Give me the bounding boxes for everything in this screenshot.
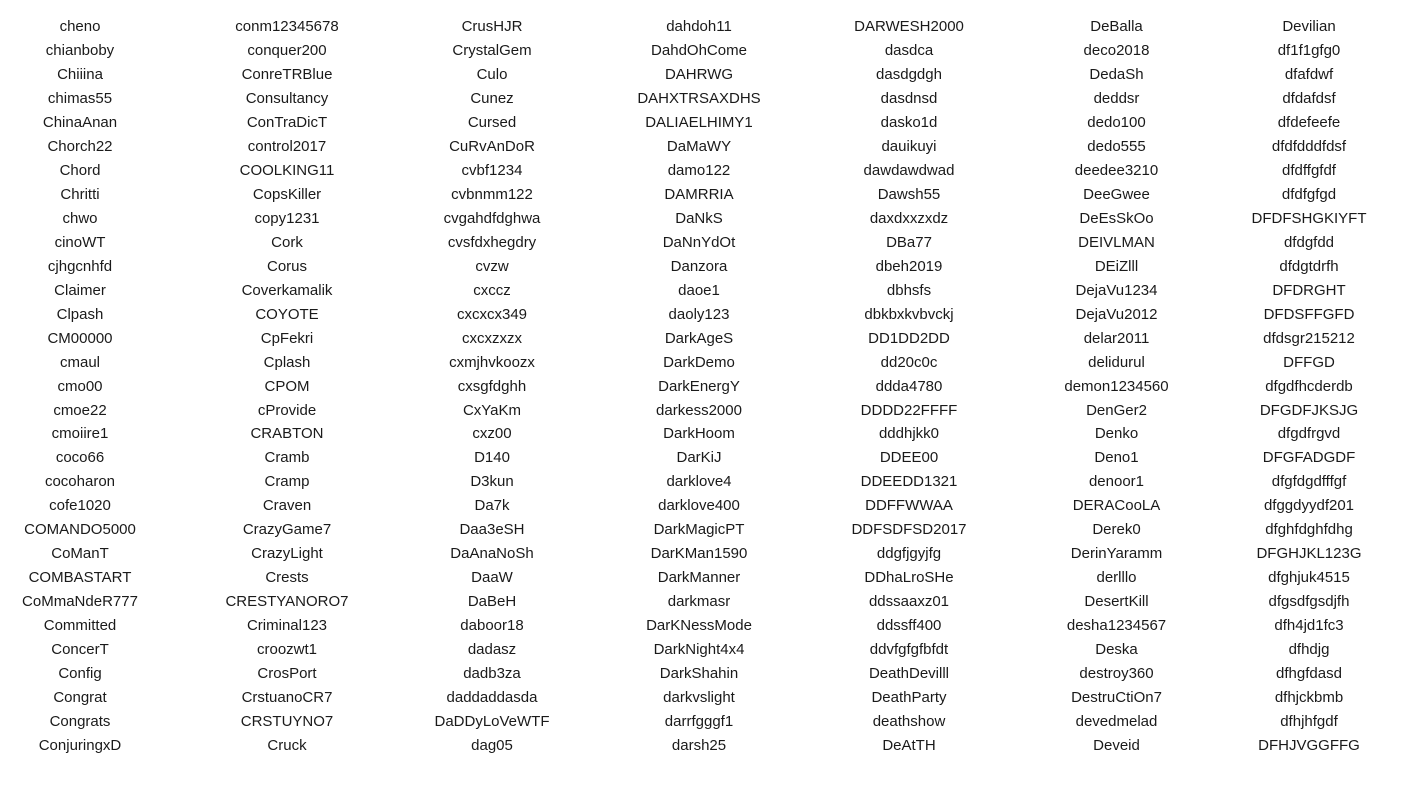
table-row (0, 279, 1415, 303)
name-cell: Culo (476, 65, 508, 83)
name-cell: conm12345678 (235, 18, 339, 35)
name-cell: CrystalGem (452, 41, 532, 59)
name-cell: dfhjhfgdf (1280, 713, 1338, 731)
name-cell: CoManT (51, 545, 109, 563)
table-row (0, 590, 1415, 614)
name-cell: cmaul (59, 353, 100, 371)
name-cell: dfghfdghfdhg (1265, 521, 1353, 539)
name-cell: DarkAgeS (664, 329, 734, 347)
name-cell: cmoiire1 (51, 425, 109, 443)
name-cell: DEiZlll (1094, 257, 1139, 275)
name-cell: control2017 (247, 137, 327, 155)
name-cell: dedo100 (1087, 113, 1146, 131)
table-row (0, 327, 1415, 351)
name-cell: DeathParty (871, 689, 947, 707)
name-cell: Danzora (670, 257, 728, 275)
name-cell: DejaVu1234 (1075, 281, 1158, 299)
name-cell: CrazyLight (251, 545, 323, 563)
name-cell: cjhgcnhfd (47, 257, 113, 275)
name-cell: dedo555 (1087, 137, 1146, 155)
name-cell: DarkShahin (659, 665, 739, 683)
name-cell: dfhjckbmb (1274, 689, 1344, 707)
name-cell: dfafdwf (1284, 65, 1334, 83)
name-cell: dahdoh11 (666, 18, 732, 35)
name-cell: Coverkamalik (241, 281, 333, 299)
table-row (0, 638, 1415, 662)
name-cell: desha1234567 (1066, 617, 1167, 635)
name-cell: dawdawdwad (863, 161, 955, 179)
name-cell: Chord (59, 161, 101, 179)
name-cell: df1f1gfg0 (1277, 41, 1341, 59)
table-row (0, 446, 1415, 470)
name-cell: CRABTON (250, 425, 324, 443)
table-row (0, 470, 1415, 494)
name-cell: DarkEnergY (658, 377, 740, 395)
name-cell: dfdefeefe (1277, 113, 1341, 131)
name-cell: daoly123 (668, 305, 730, 323)
name-cell: COOLKING11 (239, 161, 335, 179)
name-cell: DFDFSHGKIYFT (1251, 209, 1367, 227)
name-cell: CM00000 (47, 329, 113, 347)
name-cell: dauikuyi (881, 137, 937, 155)
name-cell: DeBalla (1090, 18, 1143, 35)
table-row (0, 39, 1415, 63)
name-cell: CoMmaNdeR777 (22, 593, 138, 611)
table-row (0, 375, 1415, 399)
name-cell: D3kun (470, 473, 514, 491)
name-cell: CrosPort (257, 665, 317, 683)
name-cell: DFDSFFGFD (1263, 305, 1355, 323)
name-cell: CPOM (264, 377, 310, 395)
name-cell: ConTraDicT (246, 113, 328, 131)
table-row (0, 734, 1415, 758)
name-cell: denoor1 (1088, 473, 1145, 491)
name-cell: dasko1d (880, 113, 938, 131)
name-cell: delar2011 (1083, 329, 1150, 347)
name-cell: cxmjhvkoozx (449, 353, 535, 371)
name-cell: daboor18 (460, 617, 524, 635)
name-cell: Craven (262, 497, 312, 515)
name-cell: Committed (43, 617, 117, 635)
name-cell: Consultancy (245, 89, 329, 107)
name-cell: cvgahdfdghwa (443, 209, 541, 227)
table-row (0, 566, 1415, 590)
name-cell: Chorch22 (47, 137, 113, 155)
name-cell: DFGDFJKSJG (1259, 401, 1359, 419)
name-cell: damo122 (667, 161, 731, 179)
name-cell: DFFGD (1283, 353, 1335, 371)
table-row (0, 15, 1415, 39)
name-cell: darsh25 (671, 737, 727, 755)
name-cell: demon1234560 (1064, 377, 1169, 395)
name-cell: DeAtTH (882, 737, 936, 755)
name-cell: Dawsh55 (877, 185, 941, 203)
name-cell: destroy360 (1079, 665, 1154, 683)
name-cell: dfdgfdd (1283, 233, 1335, 251)
table-row (0, 422, 1415, 446)
name-cell: Chiiina (57, 65, 103, 83)
name-cell: Corus (266, 257, 307, 275)
name-cell: cmo00 (57, 377, 103, 395)
name-cell: cvbnmm122 (451, 185, 533, 203)
name-cell: ddssaaxz01 (868, 593, 950, 611)
name-cell: DarkManner (657, 569, 741, 587)
name-cell: DarKMan1590 (650, 545, 748, 563)
name-cell: dd20c0c (880, 353, 938, 371)
name-cell: DaNkS (675, 209, 723, 227)
name-cell: dasdgdgh (876, 65, 942, 83)
name-cell: ddgfjgyjfg (876, 545, 942, 563)
name-cell: copy1231 (254, 209, 320, 227)
name-cell: COMBASTART (28, 569, 132, 587)
name-cell: cxccz (473, 281, 511, 299)
name-cell: DenGer2 (1086, 401, 1147, 419)
name-cell: cheno (59, 18, 101, 35)
name-cell: Criminal123 (246, 617, 328, 635)
name-cell: darkess2000 (656, 401, 742, 419)
name-cell: Cramb (264, 449, 310, 467)
name-cell: DFGFADGDF (1262, 449, 1356, 467)
name-cell: Derek0 (1092, 521, 1141, 539)
name-cell: DEIVLMAN (1078, 233, 1155, 251)
table-row (0, 135, 1415, 159)
name-cell: DDEEDD1321 (860, 473, 958, 491)
name-cell: dfgsdfgsdjfh (1268, 593, 1350, 611)
name-cell: DARWESH2000 (854, 18, 964, 35)
name-cell: DaNnYdOt (662, 233, 736, 251)
name-cell: darkvslight (663, 689, 735, 707)
name-cell: deedee3210 (1074, 161, 1159, 179)
name-cell: DarkHoom (663, 425, 735, 443)
name-cell: CxYaKm (462, 401, 522, 419)
name-cell: cmoe22 (53, 401, 107, 419)
table-row (0, 159, 1415, 183)
name-cell: CRSTUYNO7 (240, 713, 334, 731)
name-cell: Cunez (470, 89, 514, 107)
name-cell: dbkbxkvbvckj (864, 305, 954, 323)
name-cell: CrstuanoCR7 (241, 689, 333, 707)
name-cell: CpFekri (260, 329, 314, 347)
name-cell: CrazyGame7 (242, 521, 332, 539)
name-cell: croozwt1 (256, 641, 318, 659)
table-row (0, 87, 1415, 111)
table-row (0, 662, 1415, 686)
name-cell: Deska (1095, 641, 1138, 659)
name-cell: COMANDO5000 (24, 521, 136, 539)
name-cell: dbeh2019 (875, 257, 943, 275)
name-cell: DaMaWY (666, 137, 732, 155)
name-cell: ConjuringxD (38, 737, 122, 755)
name-cell: DarkDemo (663, 353, 735, 371)
table-row (0, 351, 1415, 375)
name-cell: DedaSh (1089, 65, 1144, 83)
name-cell: DaaW (471, 569, 513, 587)
name-cell: cxcxcx349 (456, 305, 528, 323)
name-cell: chianboby (45, 41, 115, 59)
table-row (0, 303, 1415, 327)
name-cell: dfggdyydf201 (1263, 497, 1355, 515)
name-cell: CuRvAnDoR (449, 137, 535, 155)
name-cell: Config (58, 665, 102, 683)
name-cell: DFGHJKL123G (1256, 545, 1362, 563)
name-cell: DarkNight4x4 (653, 641, 745, 659)
name-cell: Deno1 (1094, 449, 1139, 467)
name-cell: DDhaLroSHe (864, 569, 954, 587)
name-cell: dfhdjg (1288, 641, 1330, 659)
name-cell: DDFSDFSD2017 (851, 521, 967, 539)
name-cell: DDFFWWAA (865, 497, 953, 515)
name-cell: dfdgtdrfh (1279, 257, 1339, 275)
name-cell: DaAnaNoSh (450, 545, 534, 563)
name-cell: Claimer (54, 281, 106, 299)
name-cell: DestruCtiOn7 (1071, 689, 1162, 707)
table-row (0, 710, 1415, 734)
name-cell: ddda4780 (875, 377, 943, 395)
name-cell: ddssff400 (876, 617, 942, 635)
name-cell: cProvide (257, 401, 317, 419)
name-cell: dfghjuk4515 (1268, 569, 1350, 587)
name-cell: DBa77 (886, 233, 932, 251)
name-cell: dfhgfdasd (1276, 665, 1342, 683)
name-cell: CRESTYANORO7 (225, 593, 349, 611)
name-cell: cxz00 (472, 425, 512, 443)
name-list-grid (0, 15, 1415, 758)
table-row (0, 399, 1415, 423)
table-row (0, 111, 1415, 135)
name-cell: DejaVu2012 (1075, 305, 1158, 323)
name-cell: chwo (62, 209, 98, 227)
name-cell: ddvfgfgfbfdt (869, 641, 949, 659)
name-cell: Congrat (53, 689, 107, 707)
name-cell: DFDRGHT (1272, 281, 1346, 299)
name-cell: cxsgfdghh (457, 377, 527, 395)
name-cell: derlllo (1096, 569, 1137, 587)
name-cell: dadb3za (463, 665, 521, 683)
name-cell: deco2018 (1083, 41, 1150, 59)
name-cell: ConcerT (51, 641, 109, 659)
table-row (0, 231, 1415, 255)
name-cell: deathshow (872, 713, 946, 731)
name-cell: chimas55 (47, 89, 113, 107)
name-cell: devedmelad (1075, 713, 1158, 731)
name-cell: Cursed (467, 113, 517, 131)
name-cell: dasdnsd (880, 89, 938, 107)
name-cell: cvsfdxhegdry (447, 233, 537, 251)
name-cell: Crests (265, 569, 309, 587)
name-cell: dag05 (471, 737, 513, 755)
name-cell: COYOTE (255, 305, 319, 323)
name-cell: dfgdfhcderdb (1265, 377, 1353, 395)
table-row (0, 63, 1415, 87)
name-cell: cvzw (475, 257, 509, 275)
name-cell: D140 (474, 449, 510, 467)
name-cell: Cork (271, 233, 303, 251)
name-cell: DaDDyLoVeWTF (434, 713, 550, 731)
name-cell: ChinaAnan (42, 113, 118, 131)
name-cell: DarKiJ (676, 449, 722, 467)
name-cell: dfh4jd1fc3 (1274, 617, 1344, 635)
name-cell: DAHRWG (664, 65, 734, 83)
name-cell: DDEE00 (879, 449, 939, 467)
name-cell: dfdfdddfdsf (1271, 137, 1347, 155)
name-cell: deddsr (1093, 89, 1140, 107)
name-cell: conquer200 (247, 41, 327, 59)
name-cell: DALIAELHIMY1 (645, 113, 753, 131)
name-cell: dfdfgfgd (1281, 185, 1337, 203)
name-cell: Denko (1094, 425, 1139, 443)
name-cell: DaBeH (467, 593, 517, 611)
name-cell: Cruck (267, 737, 307, 755)
name-cell: DarkMagicPT (653, 521, 745, 539)
name-cell: DeeGwee (1083, 185, 1150, 203)
name-cell: DahdOhCome (651, 41, 747, 59)
table-row (0, 518, 1415, 542)
name-cell: DerinYaramm (1070, 545, 1163, 563)
name-cell: ConreTRBlue (241, 65, 333, 83)
name-cell: DD1DD2DD (868, 329, 950, 347)
name-cell: daxdxxzxdz (869, 209, 949, 227)
name-cell: darklove4 (666, 473, 732, 491)
name-cell: darklove400 (658, 497, 740, 515)
table-row (0, 207, 1415, 231)
name-cell: DeEsSkOo (1079, 209, 1154, 227)
table-row (0, 183, 1415, 207)
name-cell: dddhjkk0 (878, 425, 940, 443)
name-cell: Devilian (1282, 18, 1336, 35)
name-cell: Cramp (264, 473, 310, 491)
name-cell: dfgdfrgvd (1277, 425, 1341, 443)
name-cell: DeathDevilll (868, 665, 950, 683)
table-row (0, 614, 1415, 638)
name-cell: darrfgggf1 (664, 713, 734, 731)
name-cell: daddaddasda (446, 689, 538, 707)
name-cell: Da7k (474, 497, 510, 515)
name-cell: cofe1020 (49, 497, 111, 515)
name-cell: CrusHJR (461, 18, 523, 35)
name-cell: dfdsgr215212 (1263, 329, 1355, 347)
name-cell: Daa3eSH (459, 521, 525, 539)
name-cell: DAMRRIA (664, 185, 734, 203)
name-cell: Cplash (263, 353, 311, 371)
name-cell: dfgfdgdfffgf (1271, 473, 1347, 491)
name-cell: DarKNessMode (646, 617, 752, 635)
name-cell: Chritti (60, 185, 100, 203)
name-cell: cvbf1234 (461, 161, 523, 179)
name-cell: Clpash (56, 305, 104, 323)
name-cell: coco66 (55, 449, 105, 467)
name-cell: DAHXTRSAXDHS (637, 89, 761, 107)
name-cell: DDDD22FFFF (860, 401, 958, 419)
name-cell: CopsKiller (252, 185, 322, 203)
table-row (0, 542, 1415, 566)
name-cell: daoe1 (678, 281, 720, 299)
name-cell: Deveid (1093, 737, 1140, 755)
name-cell: cocoharon (44, 473, 116, 491)
table-row (0, 494, 1415, 518)
name-cell: DesertKill (1084, 593, 1149, 611)
name-cell: DERACooLA (1072, 497, 1161, 515)
name-cell: dbhsfs (886, 281, 932, 299)
name-cell: DFHJVGGFFG (1258, 737, 1360, 755)
name-cell: dadasz (467, 641, 517, 659)
name-cell: cinoWT (54, 233, 106, 251)
name-cell: Congrats (49, 713, 111, 731)
name-cell: dfdffgfdf (1282, 161, 1336, 179)
name-cell: delidurul (1088, 353, 1145, 371)
name-cell: cxcxzxzx (462, 329, 522, 347)
table-row (0, 686, 1415, 710)
name-cell: dfdafdsf (1282, 89, 1336, 107)
name-cell: dasdca (884, 41, 934, 59)
name-cell: darkmasr (667, 593, 731, 611)
table-row (0, 255, 1415, 279)
